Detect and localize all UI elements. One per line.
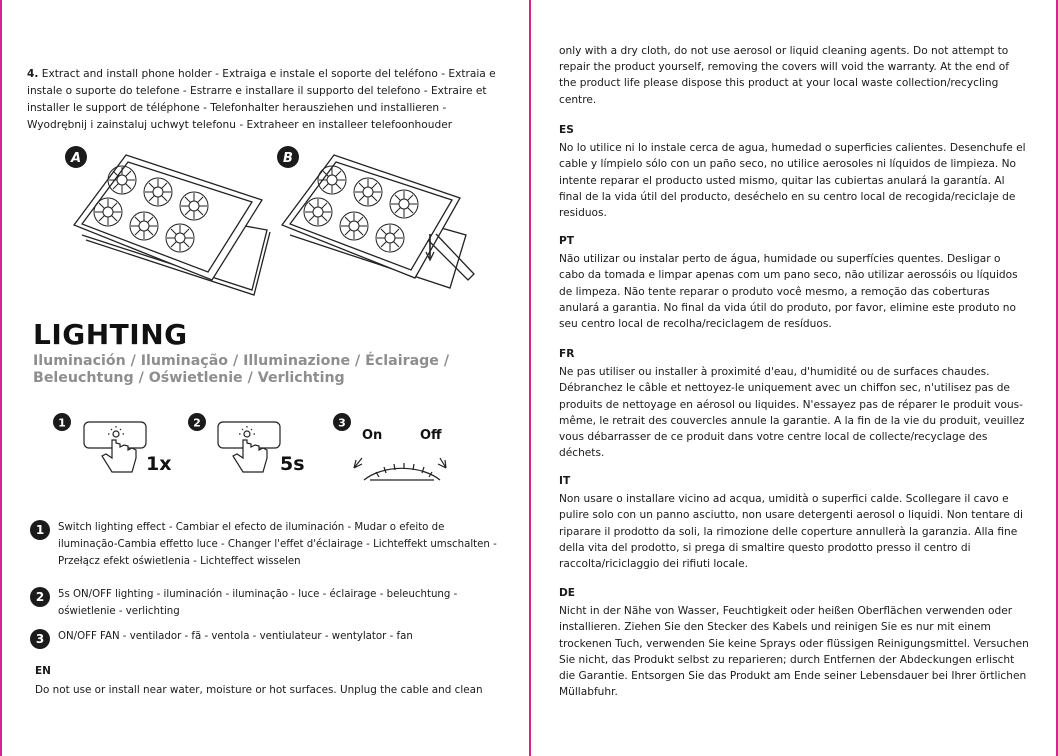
section-pt — [559, 233, 1029, 332]
section-de — [559, 585, 1029, 700]
step-4-text: Extract and install phone holder - Extraiga e instale el soporte del teléfono - Extraia e instale o suporte do telefone - Estrarre e installare il supporto del telefono - Extraire et installer le support de téléphone - Telefonhalter herausziehen und installieren - Wyodrębnij i zainstaluj uchwyt telefonu - Extraheer en installeer telefoonhouder — [27, 68, 496, 131]
legend-1-text: Switch lighting effect - Cambiar el efecto de iluminación - Mudar o efeito de iluminação-Cambia effetto luce - Changer l'effet d'éclairage - Lichteffekt umschalten - Przełącz efekt oświetlenia - Lichteffect wisselen — [58, 522, 497, 567]
fan-dial-icon — [354, 458, 446, 480]
control-2-badge — [188, 413, 206, 431]
step-4-instructions — [27, 66, 507, 134]
legend-3-text: ON/OFF FAN - ventilador - fã - ventola - ventiulateur - wentylator - fan — [58, 631, 413, 642]
section-pt-heading: PT — [559, 235, 574, 247]
section-it — [559, 473, 1029, 572]
figure-b-label: B — [283, 151, 293, 166]
lighting-controls-illustration — [42, 410, 502, 490]
control-3-badge — [333, 413, 351, 431]
figure-a-label: A — [70, 151, 82, 166]
legend-item-1 — [30, 519, 500, 570]
control-1-badge — [53, 413, 71, 431]
right-page — [529, 0, 1058, 756]
section-de-text: Nicht in der Nähe von Wasser, Feuchtigkeit oder heißen Oberflächen verwenden oder installieren. Ziehen Sie den Stecker des Kabels und reinigen Sie es nur mit einem trockenen Tuch, verwenden Sie keine Sprays oder flüssigen Reinigungsmittel. Versuchen Sie nicht, das Produkt selbst zu reparieren; durch Entfernen der Abdeckungen erlischt die Garantie. Entsorgen Sie das Produkt am Ende seiner Lebensdauer bei Ihrer örtlichen Müllabfuhr. — [559, 605, 1029, 699]
figure-b-badge — [277, 146, 299, 168]
legend-2-text: 5s ON/OFF lighting - iluminación - iluminação - luce - éclairage - beleuchtung - oświetlenie - verlichting — [58, 589, 458, 617]
section-es-heading: ES — [559, 124, 574, 136]
step-4-number: 4. — [27, 68, 39, 80]
section-es-text: No lo utilice ni lo instale cerca de agua, humedad o superficies calientes. Desenchufe el cable y límpielo sólo con un paño seco, no utilice aerosoles ni líquidos de limpieza. No intente reparar el producto usted mismo, quitar las cubiertas anulará la garantía. Al final de la vida útil del producto, deséchelo en su centro local de recogida/reciclaje de residuos. — [559, 142, 1026, 220]
control-2-number: 2 — [193, 416, 201, 430]
en-heading: EN — [35, 665, 51, 677]
lighting-subtitle: Iluminación / Iluminação / Illuminazione / Éclairage / Beleuchtung / Oświetlenie / Verlichting — [33, 353, 450, 386]
legend-3-badge: 3 — [30, 629, 50, 649]
legend-1-badge: 1 — [30, 520, 50, 540]
legend-item-3 — [30, 628, 500, 649]
section-fr-text: Ne pas utiliser ou installer à proximité d'eau, d'humidité ou de surfaces chaudes. Débranchez le câble et nettoyez-le uniquement avec un chiffon sec, n'utilisez pas de produits de nettoyage en aérosol ou liquides. N'essayez pas de réparer le produit vous-même, le retrait des couvercles annule la garantie. A la fin de la vie du produit, veuillez vous débarrasser de ce produit dans votre centre local de collecte/recyclage des déchets. — [559, 366, 1025, 460]
press-hold-hand-icon — [218, 422, 280, 472]
section-it-heading: IT — [559, 475, 571, 487]
legend-item-2 — [30, 586, 500, 620]
section-fr — [559, 346, 1029, 461]
fan-off-label: Off — [420, 428, 442, 443]
section-de-heading: DE — [559, 587, 576, 599]
figure-a-phone-holder-closed — [62, 140, 282, 300]
section-fr-heading: FR — [559, 348, 575, 360]
section-pt-text: Não utilizar ou instalar perto de água, humidade ou superfícies quentes. Desligar o cabo da tomada e limpar apenas com um pano seco, não utilizar aerossóis ou líquidos de limpeza. Não tente reparar o produto você mesmo, a remoção das coberturas anulará a garantia. No final da vida útil do produto, por favor, elimine este produto no seu centro local de recolha/reciclagem de resíduos. — [559, 253, 1018, 331]
figure-b-phone-holder-extended — [270, 140, 490, 300]
legend-2-badge: 2 — [30, 587, 50, 607]
figure-a-badge — [65, 146, 87, 168]
section-es — [559, 122, 1029, 221]
control-1-number: 1 — [58, 416, 66, 430]
en-text-start: Do not use or install near water, moisture or hot surfaces. Unplug the cable and clean — [35, 684, 483, 696]
lighting-heading: LIGHTING — [33, 318, 188, 351]
control-1-caption: 1x — [146, 453, 172, 475]
en-text-continued: only with a dry cloth, do not use aerosol or liquid cleaning agents. Do not attempt to repair the product yourself, removing the covers will void the warranty. At the end of the product life please dispose this product at your local waste collection/recycling centre. — [559, 45, 1010, 106]
control-2-caption: 5s — [280, 453, 305, 475]
tap-hand-icon — [84, 422, 146, 472]
fan-on-label: On — [362, 428, 383, 443]
section-it-text: Non usare o installare vicino ad acqua, umidità o superfici calde. Scollegare il cavo e pulire solo con un panno asciutto, non usare detergenti aerosol o liquidi. Non tentare di riparare il prodotto da soli, la rimozione delle coperture annullerà la garanzia. Alla fine della vita del prodotto, si prega di smaltire questo prodotto presso il centro di raccolta/riciclaggio dei rifiuti locale. — [559, 493, 1023, 571]
control-3-number: 3 — [338, 416, 346, 430]
